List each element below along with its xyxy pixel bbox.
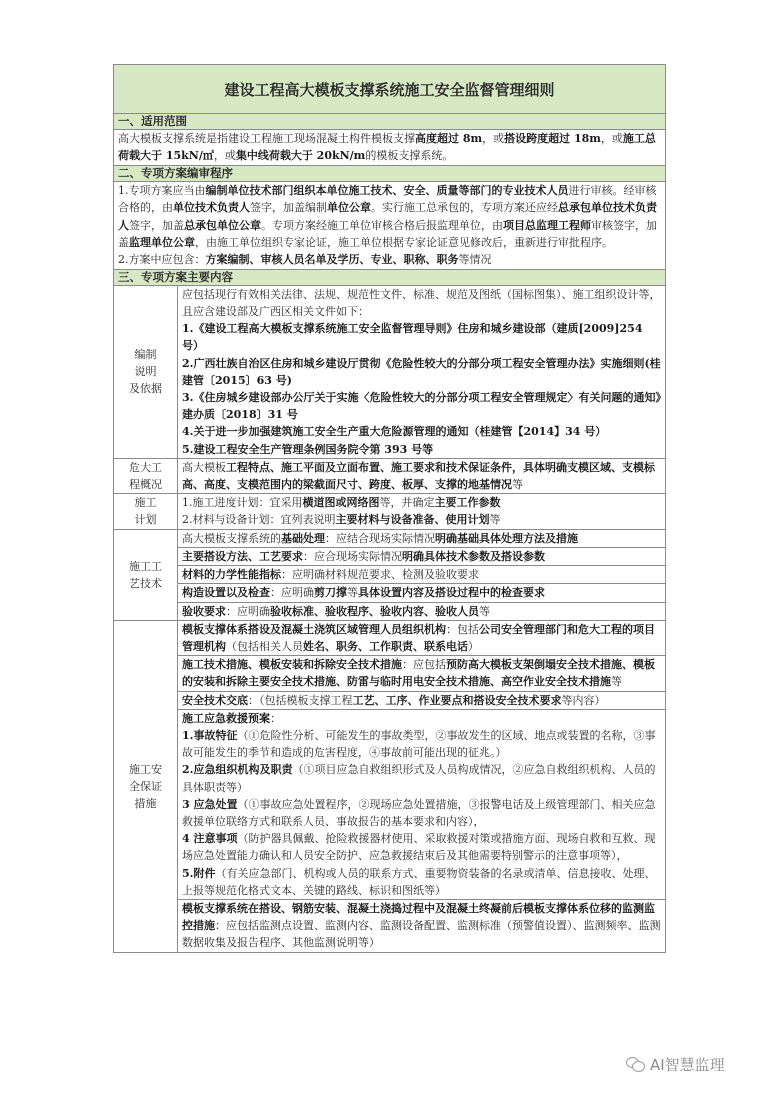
emphasis-text: 公司安全管理部门和危大工程的项目管理机构 — [182, 622, 655, 653]
emphasis-text: 模板支撑系统在搭设、钢筋安装、混凝土浇捣过程中及混凝土终凝前后模板支撑体系位移的监测监控措施 — [182, 901, 655, 933]
plain-text: 2.材料与设备计划：宜列表说明 — [182, 513, 336, 527]
emphasis-text: 高度超过 8m — [415, 132, 483, 145]
plain-text: ：应结合现场实际情况 — [325, 531, 435, 545]
row-label-line: 艺技术 — [129, 576, 162, 590]
emphasis-text: 编制单位技术部门组织本单位施工技术、安全、质量等部门的专业技术人员 — [205, 183, 569, 197]
emphasis-text: 安全技术交底 — [182, 693, 248, 707]
sub-item — [178, 621, 665, 656]
emphasis-text: 主要工作参数 — [434, 496, 501, 510]
plain-text: 高大模板支撑系统是指建设工程施工现场混凝土构件模板支撑 — [118, 132, 415, 145]
plain-text: 1.施工进度计划：宜采用 — [182, 496, 303, 510]
emphasis-text: 姓名、职务、工作职责、联系电话 — [303, 639, 468, 653]
plain-text: ，或 — [213, 149, 236, 163]
content-paragraph — [182, 320, 661, 354]
plain-text: 等 — [347, 586, 358, 600]
content-paragraph — [182, 511, 661, 528]
content-paragraph — [182, 603, 661, 620]
content-paragraph — [182, 441, 661, 458]
emphasis-text: 剪刀撑 — [314, 586, 347, 600]
emphasis-text: 5.附件 — [182, 866, 216, 880]
row-label-line: 施工安 — [129, 762, 162, 776]
emphasis-text: 构造设置以及检查 — [182, 586, 270, 600]
row-content-overview — [178, 458, 666, 493]
sub-item — [178, 656, 665, 691]
emphasis-text: 1.事故特征 — [182, 728, 238, 742]
content-paragraph — [182, 710, 661, 727]
emphasis-text: 4 注意事项 — [182, 832, 238, 846]
plain-text: 等内容） — [561, 693, 606, 707]
row-content-basis — [178, 285, 666, 458]
row-plan — [114, 494, 666, 529]
plain-text: 1.专项方案应当由 — [118, 183, 206, 197]
plain-text: 等 — [479, 604, 490, 618]
content-paragraph — [182, 900, 661, 952]
content-paragraph — [182, 389, 661, 423]
emphasis-text: 2.应急组织机构及职责 — [182, 763, 293, 777]
emphasis-text: 主要材料与设备准备、使用计划 — [335, 513, 490, 527]
emphasis-text: 明确具体技术参数及搭设参数 — [402, 549, 545, 563]
emphasis-text: 5.建设工程安全生产管理条例国务院令第 393 号等 — [182, 442, 434, 456]
plain-text: 高大模板支撑系统的 — [182, 531, 281, 545]
scope-paragraph — [118, 130, 661, 165]
emphasis-text: 具体设置内容及搭设过程中的检查要求 — [358, 586, 545, 600]
plain-text: 审核签字，加盖 — [118, 218, 657, 250]
plain-text: 应包括现行有效相关法律、法规、规范性文件、标准、规范及图纸（国标图集）、施工组织设计等，且应含建设部及广西区相关文件如下： — [182, 287, 661, 319]
emphasis-text: 集中线荷载大于 20kN/m — [235, 149, 366, 163]
emphasis-text: 施工总荷载大于 15kN/㎡ — [118, 132, 656, 163]
plain-text: ：应明确 — [226, 604, 270, 618]
emphasis-text: 预防高大模板支架倒塌安全技术措施、模板的安装和拆除主要安全技术措施、防雷与临时用电安全技术措施、高空作业安全技术措施 — [182, 658, 655, 689]
emphasis-text: 方案编制、审核人员名单及学历、专业、职称、职务 — [205, 253, 459, 267]
row-label-line: 全保证 — [129, 779, 162, 793]
row-label-overview — [114, 458, 178, 493]
plain-text: ，由施工单位组织专家论证，施工单位根据专家论证意见修改后，重新进行审批程序。 — [195, 236, 613, 250]
plain-text: 。专项方案经施工单位审核合格后报监理单位，由 — [261, 218, 503, 232]
row-label-line: 措施 — [134, 796, 157, 810]
plain-text: （①事故应急处置程序，②现场应急处置措施，③报警电话及上级管理部门、相关应急救援单位联络方式和联系人员、事故报告的基本要求和内容）， — [182, 797, 656, 828]
sub-item — [178, 710, 665, 900]
plain-text: 等，并确定 — [379, 496, 435, 510]
sub-item — [178, 584, 665, 602]
scope-text — [114, 130, 666, 166]
row-label-line: 及依据 — [129, 382, 162, 396]
emphasis-text: 工程特点、施工平面及立面布置、施工要求和技术保证条件，具体明确支模区域、支模标高、高度、支模范围内的梁截面尺寸、跨度、板厚、支撑的地基情况 — [182, 460, 655, 492]
emphasis-text: 验收标准、验收程序、验收内容、验收人员 — [270, 604, 479, 618]
plain-text: 等 — [512, 478, 523, 492]
row-label-line: 编制 — [134, 348, 157, 362]
emphasis-text: 4.关于进一步加强建筑施工安全生产重大危险源管理的通知（桂建管【2014】34 号） — [182, 425, 607, 439]
plain-text: ：应包括 — [402, 658, 446, 672]
emphasis-text: 横道图或网络图 — [302, 496, 380, 510]
plain-text: （①项目应急自救组织形式及人员构成情况，②应急自救组织机构、人员的具体职责等） — [182, 763, 656, 794]
content-paragraph — [182, 727, 661, 761]
row-content-technique — [178, 529, 666, 620]
content-paragraph — [182, 286, 661, 320]
plain-text: （有关应急部门、机构或人员的联系方式、重要物资装备的名录或清单、信息接收、处理、上报等规范化格式文本、关键的路线、标识和图纸等） — [182, 866, 656, 897]
emphasis-text: 单位技术负责人 — [173, 201, 250, 215]
content-paragraph — [182, 656, 661, 690]
emphasis-text: 总承包单位公章 — [184, 218, 261, 232]
row-label-line: 施工工 — [129, 559, 162, 573]
emphasis-text: 3 应急处置 — [182, 797, 238, 811]
section3-heading: 三、专项方案主要内容 — [114, 269, 666, 285]
emphasis-text: 主要搭设方法、工艺要求 — [182, 549, 303, 563]
row-label-line: 危大工 — [129, 461, 162, 475]
row-label-safety — [114, 620, 178, 952]
plain-text: 的模板支撑系统。 — [365, 149, 454, 163]
plain-text: ：应合现场实际情况 — [303, 549, 402, 563]
plain-text: （防护器具佩戴、抢险救援器材使用、采取救援对策或措施方面、现场自救和互救、现场应急处置能力确认和人员安全防护、应急救援结束后及其他需要特别警示的注意事项等）， — [182, 832, 656, 863]
row-label-line: 程概况 — [129, 478, 162, 492]
sub-item — [178, 692, 665, 710]
watermark-text: AI智慧监理 — [650, 1055, 725, 1074]
emphasis-text: 工艺、工序、作业要点和搭设安全技术要求 — [352, 693, 562, 707]
row-overview — [114, 458, 666, 493]
review-paragraph-1 — [118, 182, 661, 252]
emphasis-text: 总承包单位技术负责人 — [118, 201, 657, 232]
content-paragraph — [182, 548, 661, 565]
row-label-line: 说明 — [134, 365, 157, 379]
row-content-safety — [178, 620, 666, 952]
main-content-rows — [114, 285, 666, 952]
plain-text: 等 — [611, 675, 622, 689]
emphasis-text: 施工技术措施、模板安装和拆除安全技术措施 — [182, 658, 402, 672]
sub-item — [178, 566, 665, 584]
plain-text: 签字，加盖 — [129, 218, 184, 232]
row-label-technique — [114, 529, 178, 620]
content-paragraph — [182, 692, 661, 709]
emphasis-text: 搭设跨度超过 18m — [504, 132, 601, 145]
row-basis — [114, 285, 666, 458]
plain-text: （包括相关人员 — [226, 639, 303, 653]
plain-text: ： — [270, 711, 281, 725]
row-label-basis — [114, 285, 178, 458]
regulation-table — [113, 64, 666, 953]
section2-heading: 二、专项方案编审程序 — [114, 165, 666, 181]
emphasis-text: 监理单位公章 — [129, 236, 195, 250]
content-paragraph — [182, 355, 661, 389]
content-paragraph — [182, 494, 661, 511]
plain-text: 等 — [489, 513, 501, 527]
content-paragraph — [182, 830, 661, 864]
content-paragraph — [182, 566, 661, 583]
plain-text: 签字，加盖编制 — [250, 201, 327, 215]
plain-text: ：包括 — [446, 622, 479, 636]
row-safety — [114, 620, 666, 952]
content-paragraph — [182, 796, 661, 830]
emphasis-text: 项目总监理工程师 — [503, 218, 591, 232]
plain-text: 高大模板 — [182, 460, 226, 474]
plain-text: 等情况 — [458, 253, 492, 267]
content-paragraph — [182, 865, 661, 899]
plain-text: ） — [468, 639, 479, 653]
content-paragraph — [182, 530, 661, 547]
emphasis-text: 3.《住房城乡建设部办公厅关于实施〈危险性较大的分部分项工程安全管理规定〉有关问题的通知》建办质〔2018〕31 号 — [182, 391, 661, 422]
emphasis-text: 1.《建设工程高大模板支撑系统施工安全监督管理导则》住房和城乡建设部（建质[2009]254 号） — [182, 322, 643, 353]
emphasis-text: 施工应急救援预案 — [182, 711, 270, 725]
wechat-icon — [626, 1056, 646, 1072]
sub-item — [178, 603, 665, 620]
row-label-plan — [114, 494, 178, 529]
content-paragraph — [182, 423, 661, 440]
emphasis-text: 材料的力学性能指标 — [182, 568, 281, 582]
emphasis-text: 模板支撑体系搭设及混凝土浇筑区域管理人员组织机构 — [182, 622, 446, 636]
plain-text: 。实行施工总承包的，专项方案还应经 — [371, 201, 558, 215]
plain-text: ，或 — [482, 132, 505, 145]
content-paragraph — [182, 584, 661, 601]
plain-text: ，或 — [600, 132, 623, 145]
plain-text: 2.方案中应包含： — [118, 253, 206, 267]
plain-text: 进行审核。经审核合格的，由 — [118, 183, 657, 215]
emphasis-text: 验收要求 — [182, 604, 226, 618]
plain-text: ：应包括监测点设置、监测内容、监测设备配置、监测标准（预警值设置）、监测频率、监测数据收集及报告程序、其他监测说明等） — [182, 919, 661, 950]
content-paragraph — [182, 761, 661, 795]
content-paragraph — [182, 459, 661, 493]
row-label-line: 计划 — [134, 513, 157, 527]
section1-heading: 一、适用范围 — [114, 114, 666, 130]
emphasis-text: 2.广西壮族自治区住房和城乡建设厅贯彻《危险性较大的分部分项工程安全管理办法》实施细则(桂建管〔2015〕63 号) — [182, 356, 661, 387]
document-title: 建设工程高大模板支撑系统施工安全监督管理细则 — [114, 65, 666, 114]
row-technique — [114, 529, 666, 620]
watermark — [626, 1052, 725, 1076]
emphasis-text: 基础处理 — [281, 531, 325, 545]
emphasis-text: 明确基础具体处理方法及措施 — [435, 531, 578, 545]
plain-text: ：（包括模板支撑工程 — [248, 693, 353, 707]
row-content-plan — [178, 494, 666, 529]
sub-item — [178, 548, 665, 566]
review-procedure — [114, 181, 666, 269]
plain-text: ：应明确材料规范要求、检测及验收要求 — [281, 568, 479, 582]
emphasis-text: 单位公章 — [327, 201, 371, 215]
sub-item — [178, 530, 665, 548]
plain-text: ：应明确 — [270, 586, 314, 600]
plain-text: （①危险性分析、可能发生的事故类型，②事故发生的区域、地点或装置的名称，③事故可能发生的季节和造成的危害程度，④事故前可能出现的征兆。） — [182, 728, 656, 760]
content-paragraph — [182, 621, 661, 655]
sub-item — [178, 900, 665, 952]
review-paragraph-2 — [118, 251, 661, 268]
row-label-line: 施工 — [134, 496, 157, 510]
